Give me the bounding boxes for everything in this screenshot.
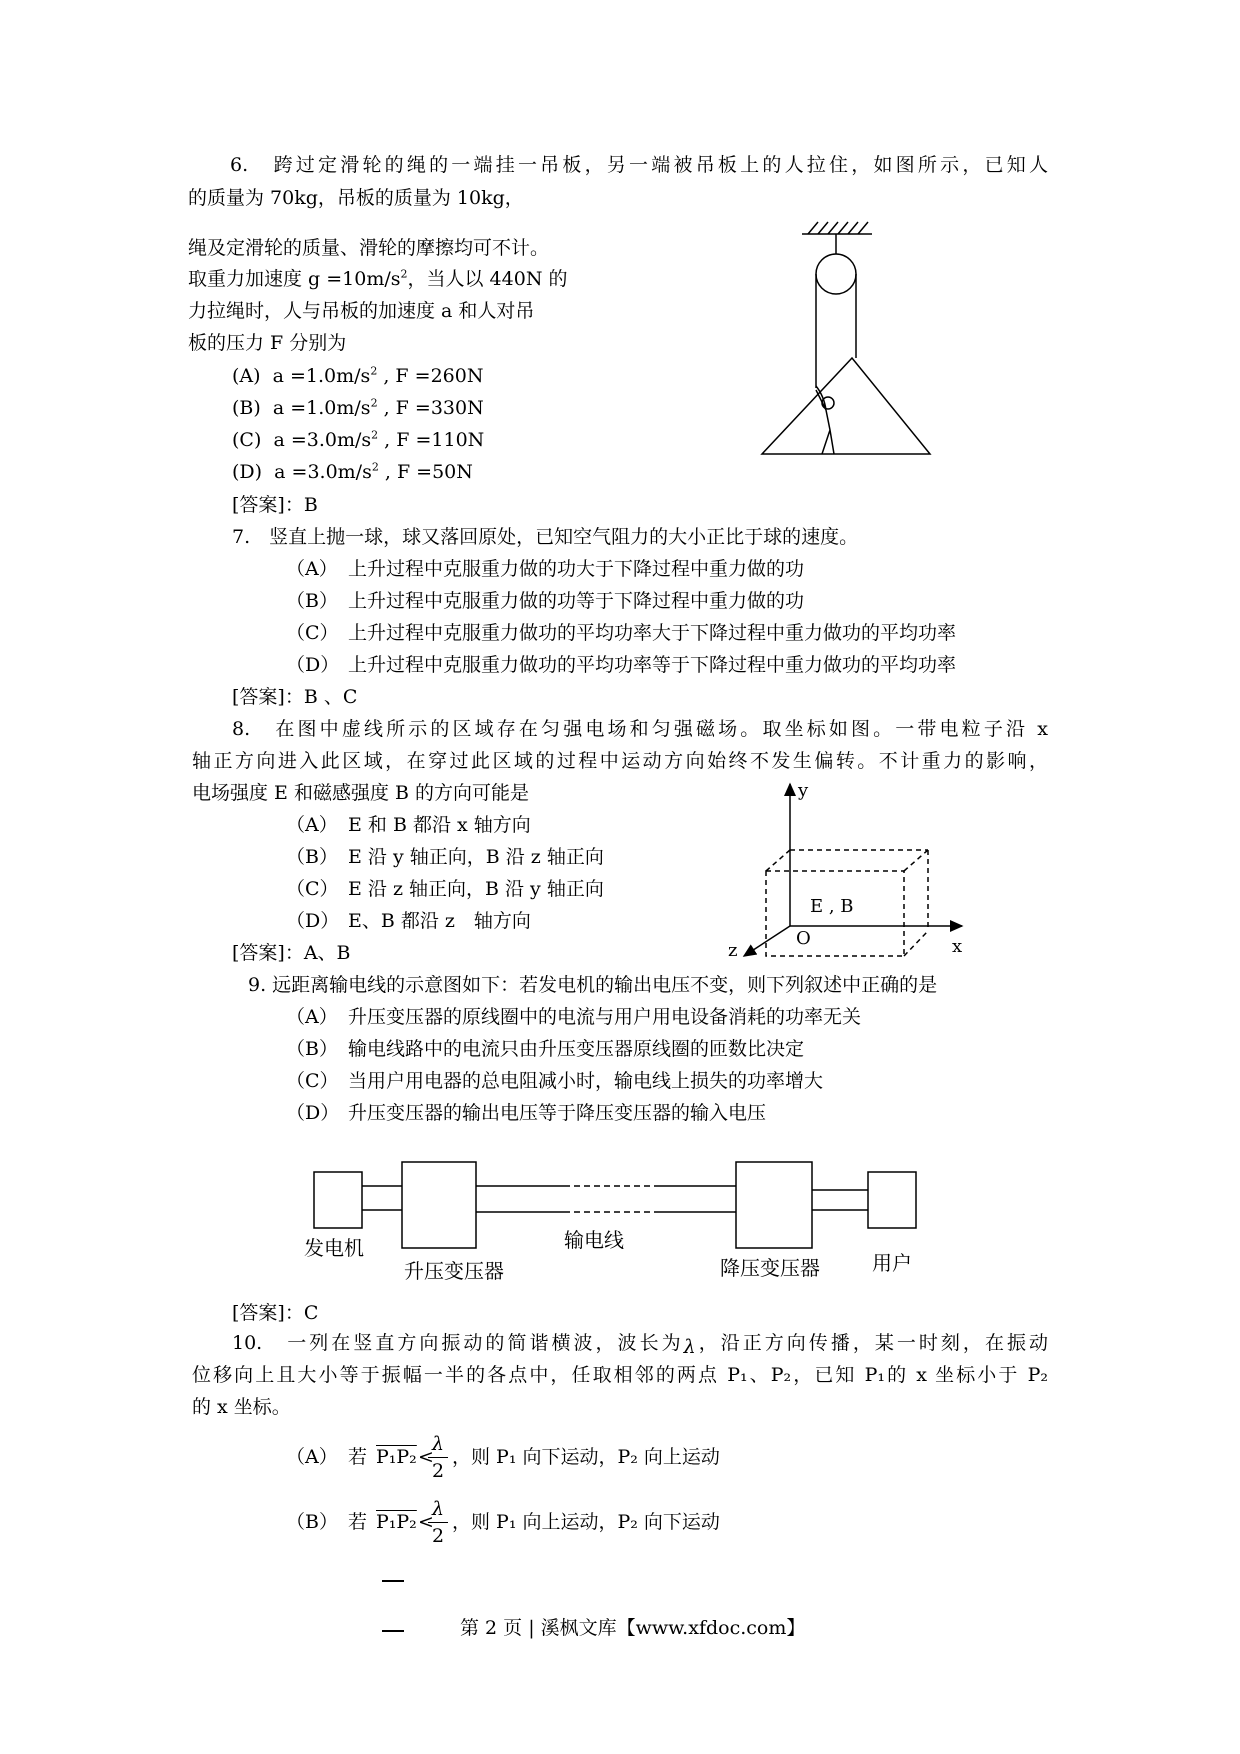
field-region-figure (720, 776, 980, 960)
q8-answer: [答案]：A、B (232, 942, 351, 964)
z-axis (744, 926, 790, 956)
q6-line6: 板的压力 F 分别为 (188, 332, 347, 354)
q10-line2: 位移向上且大小等于振幅一半的各点中，任取相邻的两点 P₁、P₂，已知 P₁的 x 坐标小于 P₂ (192, 1364, 1048, 1386)
q6-option-c: (C) $a =3.0m/s^2$ , F =110N (232, 428, 485, 451)
q10-option-a-segment: P₁P₂ (376, 1446, 417, 1468)
q6-line5: 力拉绳时，人与吊板的加速度 a 和人对吊 (188, 300, 535, 322)
q10-line1: 10. 一列在竖直方向振动的简谐横波，波长为λ，沿正方向传播，某一时刻，在振动 (232, 1332, 1048, 1358)
q10-option-b-label: （B） (286, 1511, 338, 1533)
generator-label: 发电机 (304, 1236, 364, 1260)
q10-option-a-pre: 若 (348, 1446, 368, 1468)
q9-answer: [答案]：C (232, 1302, 319, 1324)
q10-line3: 的 x 坐标。 (192, 1396, 291, 1418)
q6-line2: 的质量为 70kg，吊板的质量为 10kg， (188, 187, 524, 209)
line-label: 输电线 (564, 1228, 624, 1252)
q6-line4: 取重力加速度 $g =10m/s^2$，当人以 440N 的 (188, 267, 568, 290)
q6-option-d: (D) $a =3.0m/s^2$ , F =50N (232, 460, 473, 483)
q10-option-b-lt: < (418, 1511, 434, 1533)
board-frame (762, 358, 930, 454)
q10-option-a-label: （A） (286, 1446, 338, 1468)
step-down-box (736, 1162, 812, 1248)
pulley-wheel (816, 254, 856, 294)
step-up-box (402, 1162, 476, 1248)
q10-option-b-pre: 若 (348, 1511, 368, 1533)
pulley-figure (760, 218, 940, 464)
q6-line3: 绳及定滑轮的质量、滑轮的摩擦均可不计。 (188, 237, 550, 259)
person-body (816, 386, 834, 454)
generator-box (314, 1172, 362, 1228)
q8-line2: 轴正方向进入此区域，在穿过此区域的过程中运动方向始终不发生偏转。不计重力的影响， (192, 750, 1048, 772)
region-label: E , B (810, 896, 854, 917)
step-down-label: 降压变压器 (720, 1256, 820, 1280)
q8-line3: 电场强度 E 和磁感强度 B 的方向可能是 (192, 782, 529, 804)
origin-label: O (796, 928, 811, 949)
q9-stem: 9. 远距离输电线的示意图如下：若发电机的输出电压不变，则下列叙述中正确的是 (248, 974, 938, 996)
transmission-diagram (300, 1160, 940, 1286)
q8-line1: 8. 在图中虚线所示的区域存在匀强电场和匀强磁场。取坐标如图。一带电粒子沿 x (232, 718, 1048, 740)
q10-option-a-lt: < (418, 1446, 434, 1468)
q7-stem: 7. 竖直上抛一球，球又落回原处，已知空气阻力的大小正比于球的速度。 (232, 526, 859, 548)
q6-line1: 6. 跨过定滑轮的绳的一端挂一吊板，另一端被吊板上的人拉住，如图所示，已知人 (230, 154, 1048, 176)
page-dash-lower (382, 1630, 404, 1632)
q6-answer: [答案]：B (232, 494, 318, 516)
z-axis-label: z (728, 940, 738, 960)
x-axis-label: x (952, 936, 963, 957)
user-label: 用户 (872, 1251, 912, 1275)
page-dash-upper (382, 1580, 404, 1582)
q10-option-b-fraction: $\frac{\lambda}{2}$ (428, 1496, 448, 1549)
user-box (868, 1172, 916, 1228)
q10-option-b-segment: P₁P₂ (376, 1511, 417, 1533)
q10-option-a-text: ，则 P₁ 向下运动，P₂ 向上运动 (452, 1446, 720, 1468)
y-axis-label: y (798, 780, 809, 801)
page-footer: 第 2 页 | 溪枫文库【www.xfdoc.com】 (460, 1617, 806, 1639)
step-up-label: 升压变压器 (404, 1259, 504, 1283)
q10-option-a-fraction: $\frac{\lambda}{2}$ (428, 1431, 448, 1484)
q6-option-a: (A) $a =1.0m/s^2$ , F =260N (232, 364, 484, 387)
q7-answer: [答案]：B 、C (232, 686, 358, 708)
q6-option-b: (B) $a =1.0m/s^2$ , F =330N (232, 396, 484, 419)
q10-option-b-text: ，则 P₁ 向上运动，P₂ 向下运动 (452, 1511, 720, 1533)
